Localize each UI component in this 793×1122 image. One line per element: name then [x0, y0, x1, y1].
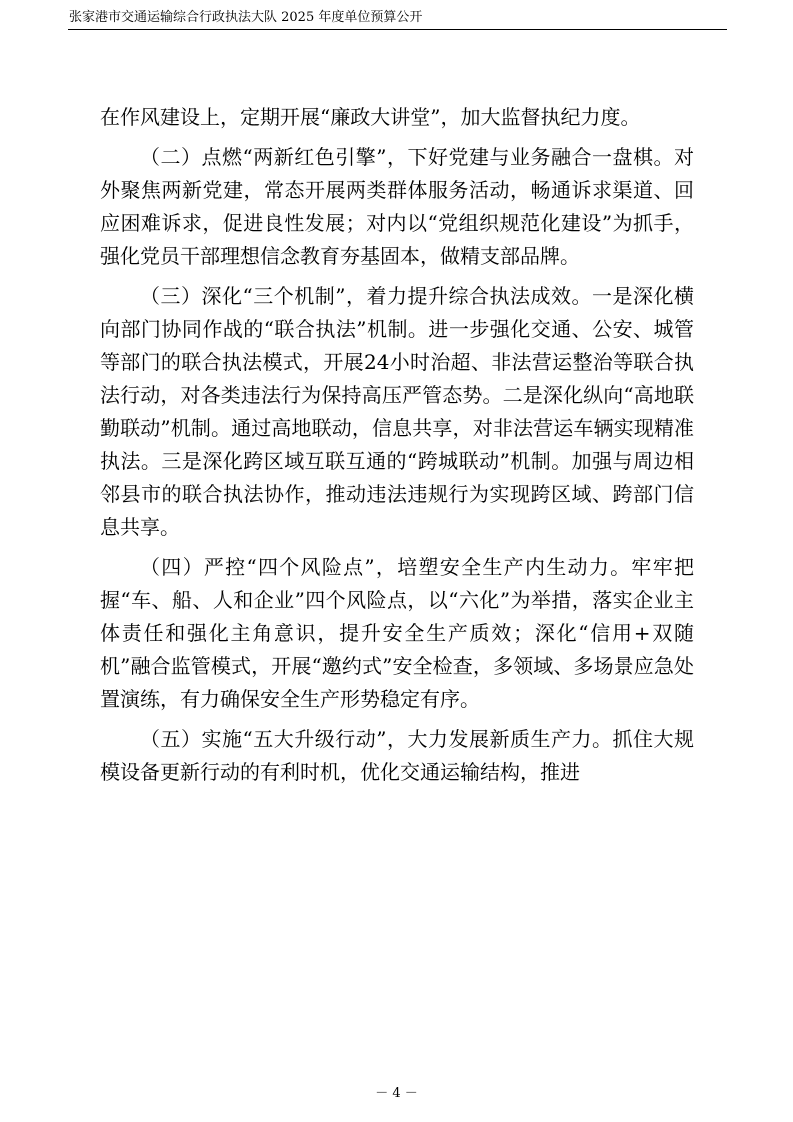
paragraph-1: 在作风建设上，定期开展“廉政大讲堂”，加大监督执纪力度。: [100, 105, 641, 129]
paragraph-3: （三）深化“三个机制”，着力提升综合执法成效。一是深化横向部门协同作战的“联合执法”机制。进一步强化交通、公安、城管等部门的联合执法模式，开展24小时治超、非法营运整治等联合执法行动，对各类违法行为保持高压严管态势。二是深化纵向“高地联勤联动”机制。通过高地联动，信息共享，对非法营运车辆实现精准执法。三是深化跨区域互联互通的“跨城联动”机制。加强与周边相邻县市的联合执法协作，推动违法违规行为实现跨区域、跨部门信息共享。: [100, 284, 694, 539]
paragraph-5: （五）实施“五大升级行动”，大力发展新质生产力。抓住大规模设备更新行动的有利时机，优化交通运输结构，推进: [100, 727, 694, 784]
page-header: 张家港市交通运输综合行政执法大队 2025 年度单位预算公开: [69, 10, 423, 25]
paragraph-2: （二）点燃“两新红色引擎”，下好党建与业务融合一盘棋。对外聚焦两新党建，常态开展两类群体服务活动，畅通诉求渠道、回应困难诉求，促进良性发展；对内以“党组织规范化建设”为抓手，强化党员干部理想信念教育夯基固本，做精支部品牌。: [100, 145, 694, 268]
page-number: － 4 －: [375, 1086, 418, 1101]
paragraph-4: （四）严控“四个风险点”，培塑安全生产内生动力。牢牢把握“车、船、人和企业”四个风险点，以“六化”为举措，落实企业主体责任和强化主角意识，提升安全生产质效；深化“信用+双随机”融合监管模式，开展“邀约式”安全检查，多领域、多场景应急处置演练，有力确保安全生产形势稳定有序。: [100, 555, 694, 711]
header-rule: [68, 29, 727, 30]
document-body: [100, 101, 694, 796]
